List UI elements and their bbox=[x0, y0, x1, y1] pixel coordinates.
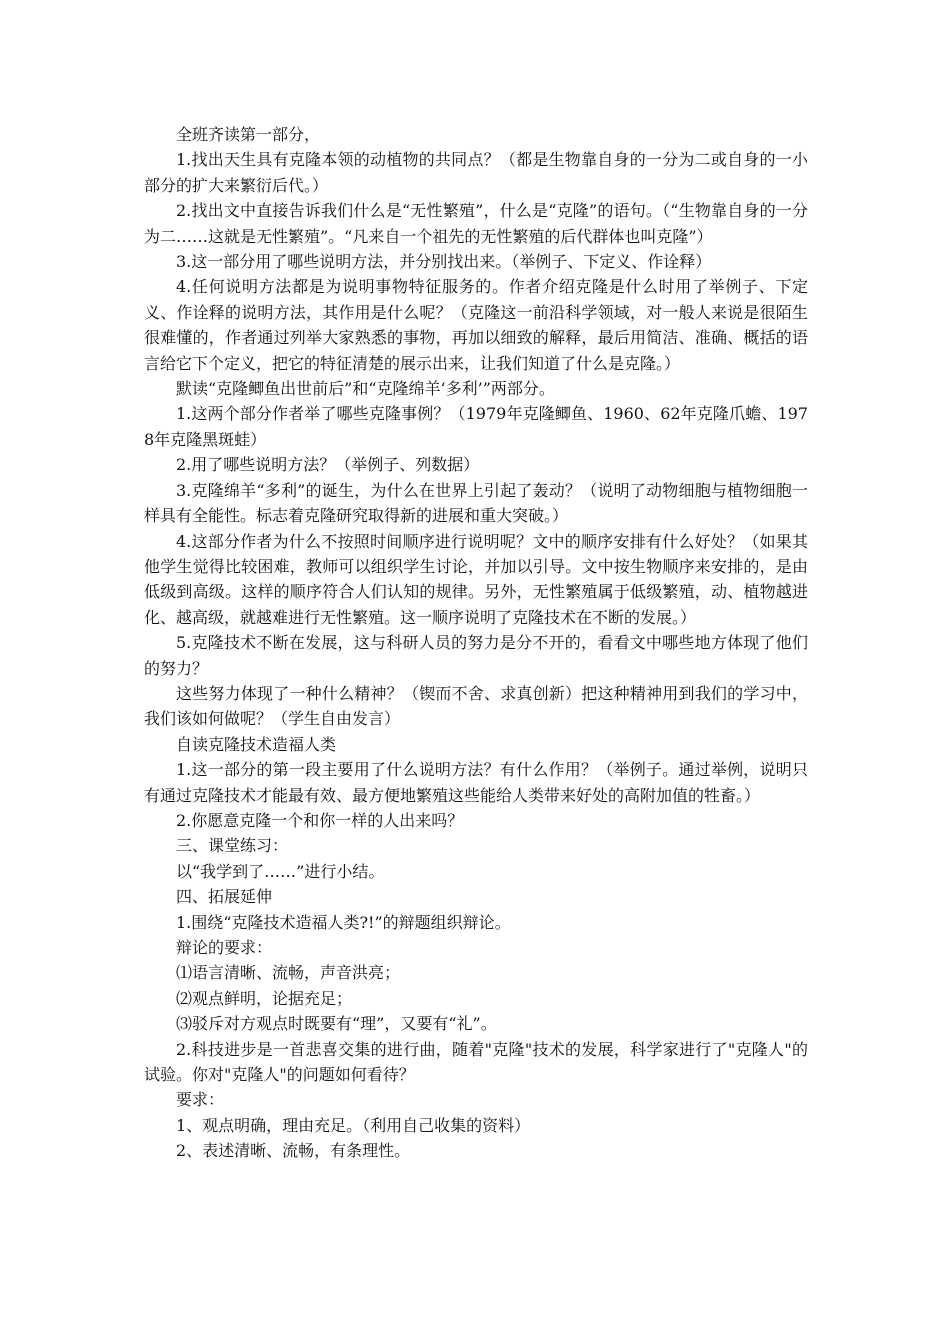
requirement-1: 1、观点明确，理由充足。（利用自己收集的资料） bbox=[176, 1115, 531, 1135]
list-item-3: ⑶驳斥对方观点时既要有“理”，又要有“礼”。 bbox=[176, 1014, 497, 1034]
paragraph-11: 5.克隆技术不断在发展，这与科研人员的努力是分不开的，看看文中哪些地方体现了他们的努力？ bbox=[144, 633, 808, 678]
paragraph-3: 2.找出文中直接告诉我们什么是“无性繁殖”，什么是“克隆”的语句。（“生物靠自身的一分为二……这就是无性繁殖”。“凡来自一个祖先的无性繁殖的后代群体也叫克隆”） bbox=[144, 201, 808, 246]
list-item-1: ⑴语言清晰、流畅，声音洪亮； bbox=[176, 963, 401, 983]
paragraph-9: 3.克隆绵羊“多利”的诞生，为什么在世界上引起了轰动？（说明了动物细胞与植物细胞一样具有全能性。标志着克隆研究取得新的进展和重大突破。） bbox=[144, 480, 808, 526]
paragraph-13: 自读克隆技术造福人类 bbox=[176, 734, 337, 754]
paragraph-7: 1.这两个部分作者举了哪些克隆事例？（1979年克隆鲫鱼、1960、62年克隆爪蟾、1978年克隆黑斑蛙） bbox=[144, 404, 808, 449]
list-item-2: ⑵观点鲜明，论据充足； bbox=[176, 988, 353, 1008]
paragraph-25: 要求： bbox=[176, 1090, 225, 1110]
section-heading-practice: 三、课堂练习： bbox=[176, 836, 289, 856]
paragraph-10: 4.这部分作者为什么不按照时间顺序进行说明呢？文中的顺序安排有什么好处？（如果其他学生觉得比较困难，教师可以组织学生讨论，并加以引导。文中按生物顺序来安排的，是由低级到高级。这样的顺序符合人们认知的规律。另外，无性繁殖属于低级繁殖，动、植物越进化、越高级，就越难进行无性繁殖。这一顺序说明了克隆技术在不断的发展。） bbox=[144, 531, 808, 627]
section-heading-extension: 四、拓展延伸 bbox=[176, 887, 273, 907]
paragraph-8: 2.用了哪些说明方法？（举例子、列数据） bbox=[176, 455, 480, 475]
paragraph-4: 3.这一部分用了哪些说明方法，并分别找出来。（举例子、下定义、作诠释） bbox=[176, 252, 712, 272]
paragraph-20: 辩论的要求： bbox=[176, 938, 273, 957]
paragraph-12: 这些努力体现了一种什么精神？（锲而不舍、求真创新）把这种精神用到我们的学习中，我们该如何做呢？（学生自由发言） bbox=[144, 683, 808, 729]
paragraph-19: 1.围绕“克隆技术造福人类?!”的辩题组织辩论。 bbox=[176, 912, 511, 932]
requirement-2: 2、表述清晰、流畅，有条理性。 bbox=[176, 1141, 411, 1161]
paragraph-1: 全班齐读第一部分， bbox=[176, 125, 321, 144]
document-body bbox=[144, 122, 808, 1164]
paragraph-5: 4.任何说明方法都是为说明事物特征服务的。作者介绍克隆是什么时用了举例子、下定义、作诠释的说明方法，其作用是什么呢？（克隆这一前沿科学领域，对一般人来说是很陌生很难懂的，作者通过列举大家熟悉的事物，再加以细致的解释，最后用简洁、准确、概括的语言给它下个定义，把它的特征清楚的展示出来，让我们知道了什么是克隆。） bbox=[144, 277, 808, 373]
paragraph-2: 1.找出天生具有克隆本领的动植物的共同点？（都是生物靠自身的一分为二或自身的一小部分的扩大来繁衍后代。） bbox=[144, 150, 808, 195]
paragraph-17: 以“我学到了……”进行小结。 bbox=[176, 861, 385, 881]
paragraph-24: 2.科技进步是一首悲喜交集的进行曲，随着"克隆"技术的发展，科学家进行了"克隆人"的试验。你对"克隆人"的问题如何看待？ bbox=[144, 1039, 808, 1085]
paragraph-14: 1.这一部分的第一段主要用了什么说明方法？有什么作用？（举例子。通过举例，说明只有通过克隆技术才能最有效、最方便地繁殖这些能给人类带来好处的高附加值的牲畜。） bbox=[144, 760, 808, 805]
paragraph-6: 默读“克隆鲫鱼出世前后”和“克隆绵羊‘多利’”两部分。 bbox=[176, 379, 555, 399]
paragraph-15: 2.你愿意克隆一个和你一样的人出来吗？ bbox=[176, 810, 464, 830]
